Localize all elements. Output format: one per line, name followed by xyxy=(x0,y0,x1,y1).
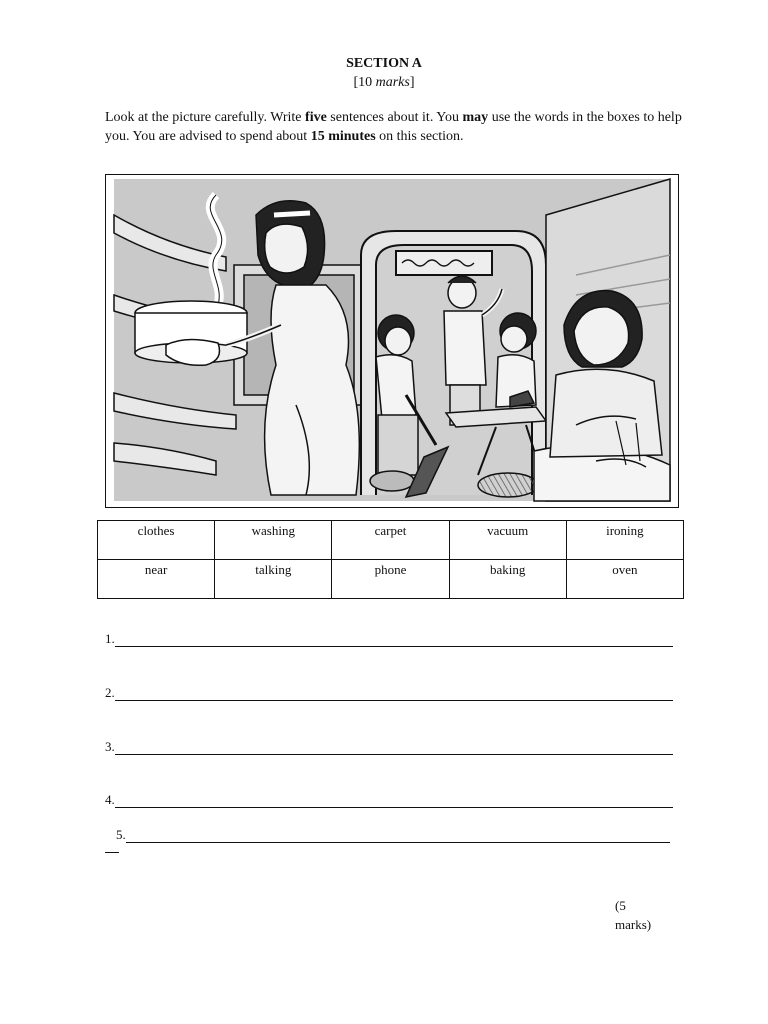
illustration-drawing xyxy=(106,175,678,507)
marks-close: ] xyxy=(409,75,415,90)
answer-line-5-continuation xyxy=(105,852,119,853)
word-cell: washing xyxy=(215,521,332,560)
word-cell: talking xyxy=(215,560,332,599)
word-cell: baking xyxy=(449,560,566,599)
answer-number: 2. xyxy=(105,685,115,700)
word-bank-row xyxy=(98,521,684,560)
answer-number: 1. xyxy=(105,631,115,646)
word-cell: carpet xyxy=(332,521,449,560)
marks-note xyxy=(615,896,675,934)
instr-bold-five: five xyxy=(305,110,327,125)
answer-line-1[interactable] xyxy=(105,631,673,647)
instr-bold-may: may xyxy=(462,110,489,125)
answer-rule[interactable] xyxy=(126,830,670,843)
word-cell: oven xyxy=(566,560,683,599)
answer-rule[interactable] xyxy=(115,634,673,647)
instr-text-2: sentences about it. You xyxy=(326,110,463,125)
answer-line-3[interactable] xyxy=(105,739,673,755)
marks-note-line-1: (5 xyxy=(615,898,626,913)
section-title: SECTION A xyxy=(346,56,422,71)
instr-bold-minutes: 15 minutes xyxy=(310,129,376,144)
answer-number: 4. xyxy=(105,792,115,807)
word-cell: vacuum xyxy=(449,521,566,560)
word-bank-row xyxy=(98,560,684,599)
answer-rule[interactable] xyxy=(115,795,673,808)
answer-line-5[interactable] xyxy=(116,827,670,843)
answer-number: 5. xyxy=(116,827,126,842)
answer-number: 3. xyxy=(105,739,115,754)
section-marks xyxy=(0,73,768,92)
cake-tray xyxy=(135,301,247,365)
answer-line-4[interactable] xyxy=(105,792,673,808)
word-bank-table xyxy=(97,520,684,599)
answer-rule[interactable] xyxy=(115,688,673,701)
instr-text-3: use the words in the boxes to help you. You are advised to spend about xyxy=(105,110,682,144)
answer-rule[interactable] xyxy=(115,742,673,755)
household-chores-illustration xyxy=(105,174,679,508)
section-heading xyxy=(0,54,768,92)
word-cell: phone xyxy=(332,560,449,599)
instr-text-4: on this section. xyxy=(375,129,464,144)
instr-text-1: Look at the picture carefully. Write xyxy=(105,110,306,125)
marks-note-line-2: marks) xyxy=(615,917,652,932)
word-cell: near xyxy=(98,560,215,599)
marks-word: marks xyxy=(375,75,410,90)
word-cell: ironing xyxy=(566,521,683,560)
answer-line-2[interactable] xyxy=(105,685,673,701)
word-cell: clothes xyxy=(98,521,215,560)
instructions-paragraph xyxy=(105,108,685,146)
marks-open: [10 xyxy=(353,75,376,90)
